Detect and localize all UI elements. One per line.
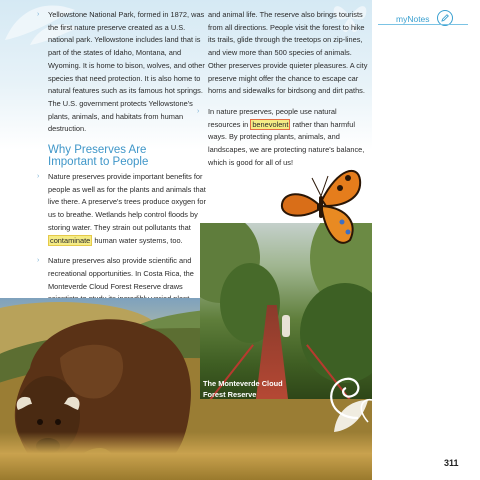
right-text-column <box>196 9 368 177</box>
left-text-column <box>36 9 206 314</box>
paragraph-opportunities-continued <box>196 9 368 98</box>
paragraph-text: rather than harmful ways. By protecting plants, animals, and landscapes, we are protecting nature's balance, which is good for all of us! <box>208 119 365 167</box>
vocabulary-highlight-contaminate[interactable]: contaminate <box>50 235 91 245</box>
paragraph-benefits <box>36 171 206 247</box>
paragraph-text: Nature preserves provide important benefits for people as well as for the plants and animals that live there. A preserve's trees produce oxygen for us to breathe. Wetlands help control floods by storing water. They strain out pollutants that <box>48 172 206 232</box>
grass-foreground <box>0 432 372 480</box>
paragraph-text: In nature preserves, people use natural resources in <box>208 106 337 129</box>
notes-margin <box>372 0 480 480</box>
notes-divider <box>378 24 468 25</box>
paragraph-text: human water systems, too. <box>92 235 183 245</box>
photo-caption <box>203 378 283 400</box>
leaf-decoration-icon <box>330 396 370 436</box>
bullet-icon: › <box>37 173 40 181</box>
paragraph-text: Nature preserves also provide scientific and recreational opportunities. In Costa Rica, the Monteverde Cloud Forest Reserve draws <box>48 256 194 291</box>
person-figure <box>282 315 290 337</box>
heading-line-1: Why Preserves Are <box>48 144 147 157</box>
bullet-icon: › <box>197 107 200 115</box>
caption-line-1: The Monteverde Cloud <box>203 379 283 388</box>
heading-line-2: Important to People <box>48 156 149 169</box>
section-heading <box>48 144 206 168</box>
bullet-icon: › <box>37 11 40 18</box>
vocabulary-highlight-benevolent[interactable]: benevolent <box>252 119 289 129</box>
my-notes-label: myNotes <box>396 14 430 24</box>
paragraph-text: and animal life. The reserve also brings tourists from all directions. People visit the forest to hike its trails, glide through the treetops on zip-lines, and view more than 500 species of animals. Other preserves provide quieter pleasures. A city preserve might offer the chance to escape car horns and sidewalks for birdsong and dirt paths. <box>208 10 368 96</box>
page-number: 311 <box>444 458 459 468</box>
paragraph-yellowstone <box>36 9 206 136</box>
bullet-icon: › <box>37 257 40 265</box>
paragraph-text: Yellowstone National Park, formed in 1872, was the first nature preserve created as a U.S. national park. Yellowstone includes land that is part of the states of Idaho, Montana, and Wyoming. It is home to bison, wolves, and other species that need protection. It is also home to natural features such as its famous hot springs. The U.S. government protects Yellowstone's plants, animals, and habitats from human destruction. <box>48 10 205 134</box>
caption-line-2: Forest Reserve <box>203 390 257 399</box>
butterfly-icon <box>278 160 362 250</box>
